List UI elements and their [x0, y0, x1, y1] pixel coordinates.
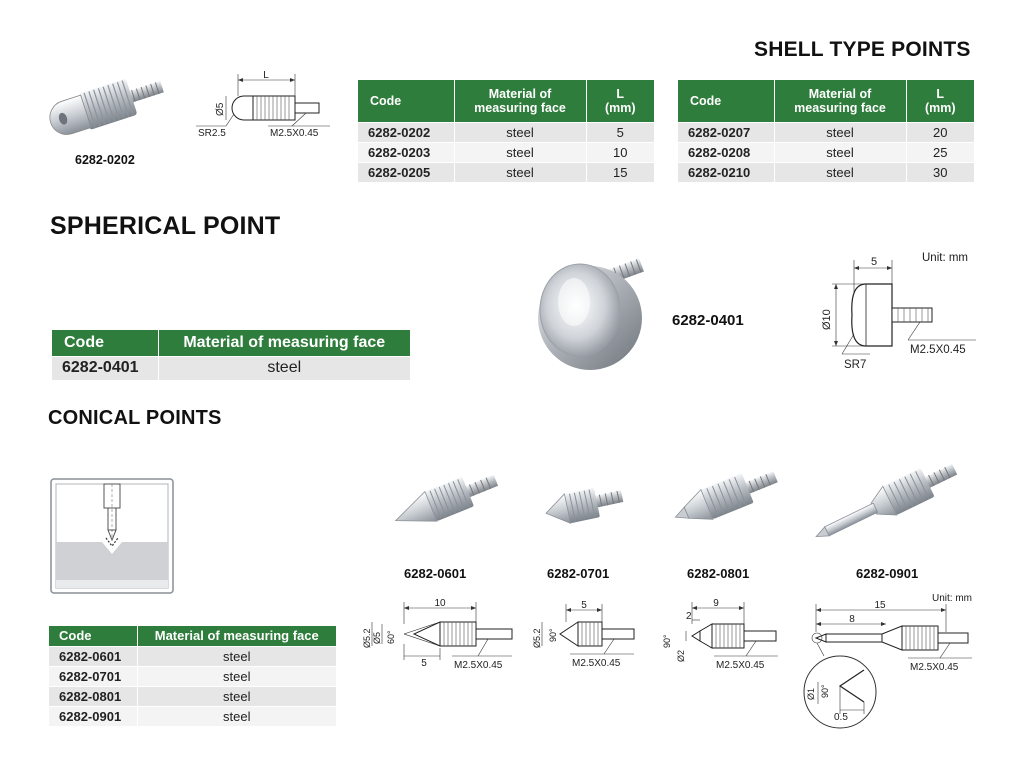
spherical-unit-label: Unit: mm	[922, 252, 968, 264]
conical-caption-0601: 6282-0601	[404, 566, 467, 581]
conical-point-photo-0801	[664, 466, 786, 542]
shell-table-1-header-l: L (mm)	[586, 80, 654, 122]
conical-point-photo-0901	[808, 456, 968, 556]
table-row: 6282-0601 steel	[49, 646, 336, 666]
conical-table	[49, 626, 336, 726]
table-row: 6282-0208 steel 25	[678, 142, 974, 162]
d0901-dim-detail-angle: 90°	[820, 684, 830, 698]
d0701-dim-angle: 90°	[548, 628, 558, 642]
spherical-dim-length: 5	[870, 256, 878, 268]
d0901-dim-thread: M2.5X0.45	[910, 662, 959, 673]
d0901-dim-detail-dia: Ø1	[806, 687, 816, 700]
conical-point-photo-0601	[388, 466, 504, 544]
spherical-point-photo	[530, 246, 670, 372]
d0901-dim-detail-len: 0.5	[834, 712, 848, 723]
spherical-dim-thread: M2.5X0.45	[910, 344, 966, 356]
d0801-dim-angle: 90°	[662, 634, 672, 648]
shell-table-2	[678, 80, 974, 182]
table-row: 6282-0207 steel 20	[678, 122, 974, 142]
table-row: 6282-0203 steel 10	[358, 142, 654, 162]
conical-drawing-0701	[530, 600, 642, 672]
conical-unit-label: Unit: mm	[932, 593, 972, 604]
shell-product-caption: 6282-0202	[75, 153, 135, 167]
conical-drawing-0601	[360, 598, 520, 678]
conical-usage-illustration	[50, 478, 174, 594]
d0801-dim-thread: M2.5X0.45	[716, 660, 765, 671]
spherical-product-caption: 6282-0401	[672, 312, 744, 329]
conical-point-photo-0701	[540, 484, 630, 534]
shell-table-2-header-l: L (mm)	[906, 80, 974, 122]
d0901-dim-length: 15	[874, 600, 886, 611]
shell-point-drawing	[196, 70, 336, 144]
shell-dim-dia: Ø5	[215, 102, 226, 116]
spherical-section-title: SPHERICAL POINT	[50, 212, 281, 240]
table-row: 6282-0901 steel	[49, 706, 336, 726]
d0801-dim-length: 9	[713, 598, 719, 609]
spherical-table	[52, 330, 410, 380]
conical-table-header-code: Code	[49, 626, 137, 646]
conical-caption-0901: 6282-0901	[856, 566, 919, 581]
shell-table-2-header-code: Code	[678, 80, 774, 122]
shell-table-1-header-code: Code	[358, 80, 454, 122]
d0701-dim-thread: M2.5X0.45	[572, 658, 621, 669]
table-row: 6282-0205 steel 15	[358, 162, 654, 182]
shell-dim-length: L	[263, 70, 269, 81]
shell-dim-radius: SR2.5	[198, 128, 226, 139]
spherical-dim-dia: Ø10	[821, 309, 833, 330]
conical-drawing-0801	[656, 598, 784, 678]
d0701-dim-dia: Ø5.2	[532, 628, 542, 648]
spherical-table-header-code: Code	[52, 330, 158, 356]
table-row: 6282-0801 steel	[49, 686, 336, 706]
table-row: 6282-0202 steel 5	[358, 122, 654, 142]
table-row: 6282-0701 steel	[49, 666, 336, 686]
table-row: 6282-0401 steel	[52, 356, 410, 380]
d0601-dim-thread: M2.5X0.45	[454, 660, 503, 671]
spherical-table-header-material: Material of measuring face	[158, 330, 410, 356]
d0801-dim-tip: 2	[686, 611, 692, 622]
shell-table-1-header-material: Material of measuring face	[454, 80, 586, 122]
table-row: 6282-0210 steel 30	[678, 162, 974, 182]
conical-section-title: CONICAL POINTS	[48, 407, 222, 429]
d0901-dim-inner: 8	[849, 614, 855, 625]
d0601-dim-dia2: Ø5	[372, 631, 382, 644]
shell-point-photo	[44, 68, 174, 148]
d0601-dim-dia1: Ø5.2	[362, 628, 372, 648]
spherical-dim-radius: SR7	[844, 359, 867, 371]
shell-section-title: SHELL TYPE POINTS	[754, 38, 971, 61]
shell-table-2-header-material: Material of measuring face	[774, 80, 906, 122]
conical-drawing-0901	[800, 596, 980, 732]
d0601-dim-angle: 60°	[386, 630, 396, 644]
shell-dim-thread: M2.5X0.45	[270, 128, 319, 139]
spherical-point-drawing	[808, 256, 984, 374]
d0601-dim-tip-len: 5	[421, 658, 427, 669]
conical-table-header-material: Material of measuring face	[137, 626, 336, 646]
conical-caption-0801: 6282-0801	[687, 566, 750, 581]
shell-table-1	[358, 80, 654, 182]
d0601-dim-length: 10	[434, 598, 446, 609]
conical-caption-0701: 6282-0701	[547, 566, 610, 581]
d0801-dim-dia: Ø2	[676, 649, 686, 662]
d0701-dim-length: 5	[581, 600, 587, 611]
